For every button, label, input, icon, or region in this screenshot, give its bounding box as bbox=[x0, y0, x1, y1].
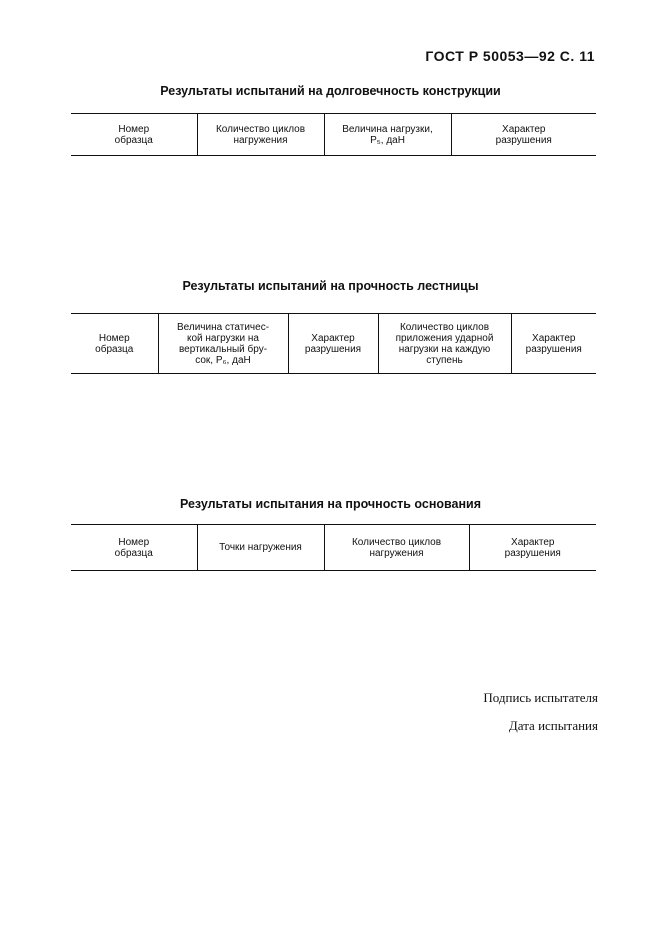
col-sample-number: Номер образца bbox=[95, 332, 134, 355]
col-load-points: Точки нагружения bbox=[197, 525, 324, 571]
durability-table bbox=[71, 113, 596, 156]
col-static-load: Величина статичес- кой нагрузки на вертикальный бру- сок, P₆, даН bbox=[158, 314, 288, 374]
col-load-cycles: Количество циклов нагружения bbox=[324, 525, 469, 571]
col-failure-type: Характер разрушения bbox=[288, 314, 378, 374]
col-failure-type: Характер разрушения bbox=[451, 114, 596, 156]
section-title-ladder-strength: Результаты испытаний на прочность лестницы bbox=[182, 279, 479, 293]
ladder-strength-table bbox=[71, 313, 596, 374]
col-failure-type: Характер разрушения bbox=[469, 525, 596, 571]
base-strength-table bbox=[71, 524, 596, 571]
section-title-durability: Результаты испытаний на долговечность конструкции bbox=[160, 84, 501, 98]
section-title-base-strength: Результаты испытания на прочность основания bbox=[179, 497, 482, 511]
test-date-label: Дата испытания bbox=[508, 718, 598, 733]
col-sample-number: Номер образца bbox=[114, 123, 153, 146]
col-load-value: Величина нагрузки, P₅, даН bbox=[324, 114, 451, 156]
col-sample-number: Номер образца bbox=[114, 536, 153, 559]
col-impact-cycles: Количество циклов приложения ударной нагрузки на каждую ступень bbox=[378, 314, 511, 374]
page-header: ГОСТ Р 50053—92 С. 11 bbox=[425, 48, 595, 64]
col-failure-type-2: Характер разрушения bbox=[511, 314, 596, 374]
col-load-cycles: Количество циклов нагружения bbox=[197, 114, 324, 156]
tester-signature-label: Подпись испытателя bbox=[483, 690, 598, 705]
